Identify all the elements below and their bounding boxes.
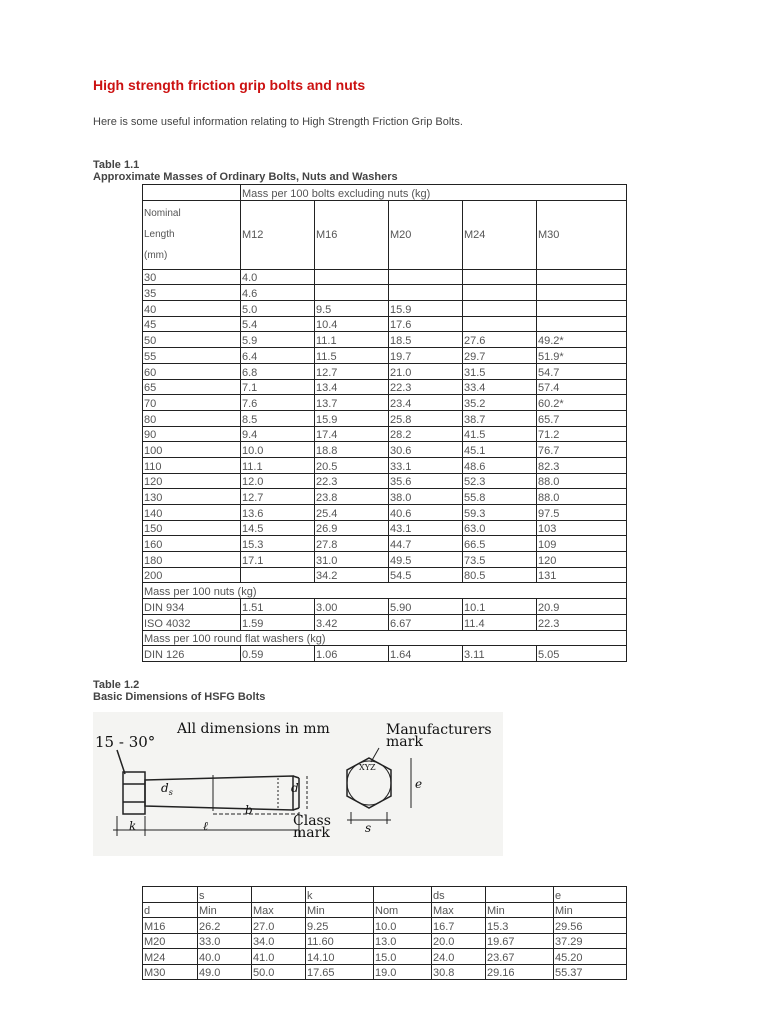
table-row [143, 536, 627, 552]
xyz-mark: XYZ [359, 763, 376, 772]
mass-cell: 4.0 [241, 269, 315, 285]
mass-cell [315, 285, 389, 301]
mass-cell: 59.3 [463, 505, 537, 521]
mass-cell: 40.6 [389, 505, 463, 521]
column-header: M24 [463, 200, 537, 269]
mass-cell: 33.1 [389, 457, 463, 473]
length-cell: 200 [143, 567, 241, 583]
length-cell: 100 [143, 442, 241, 458]
mass-cell: 88.0 [537, 473, 627, 489]
mass-cell [389, 269, 463, 285]
table-row [143, 410, 627, 426]
bolt-diagram [93, 712, 503, 856]
mass-cell: 15.9 [315, 410, 389, 426]
dimension-cell: 10.0 [374, 918, 432, 934]
length-cell: 55 [143, 348, 241, 364]
mass-cell: 12.7 [315, 363, 389, 379]
mass-cell: 49.5 [389, 552, 463, 568]
nuts-section-header: Mass per 100 nuts (kg) [143, 583, 627, 599]
table1-label: Table 1.1 [93, 159, 140, 171]
length-cell: 160 [143, 536, 241, 552]
dimension-cell: 37.29 [554, 933, 627, 949]
mass-cell: 88.0 [537, 489, 627, 505]
dimension-cell: 23.67 [486, 949, 554, 965]
table-row [143, 646, 627, 662]
mass-cell: 22.3 [537, 614, 627, 630]
table-row [143, 363, 627, 379]
length-cell: 140 [143, 505, 241, 521]
mass-cell: 19.7 [389, 348, 463, 364]
mass-cell: 38.7 [463, 410, 537, 426]
mass-cell: 26.9 [315, 520, 389, 536]
standard-cell: DIN 126 [143, 646, 241, 662]
dimension-cell: 19.67 [486, 933, 554, 949]
dimension-cell: 26.2 [198, 918, 252, 934]
mass-cell: 1.51 [241, 599, 315, 615]
class-mark-label: Class [293, 813, 331, 829]
mass-cell: 28.2 [389, 426, 463, 442]
mass-cell: 23.8 [315, 489, 389, 505]
column-subheader: Min [554, 902, 627, 918]
mass-cell [537, 269, 627, 285]
mass-cell: 4.6 [241, 285, 315, 301]
column-subheader: Min [306, 902, 374, 918]
table-row [143, 395, 627, 411]
column-subheader: Max [432, 902, 486, 918]
length-cell: 80 [143, 410, 241, 426]
subheader-row [143, 902, 627, 918]
dimension-cell: 15.0 [374, 949, 432, 965]
dimension-cell: 13.0 [374, 933, 432, 949]
mass-cell [537, 285, 627, 301]
table-row [143, 316, 627, 332]
mass-cell: 34.2 [315, 567, 389, 583]
mass-cell: 5.4 [241, 316, 315, 332]
mass-cell: 11.4 [463, 614, 537, 630]
column-header [143, 887, 198, 903]
mass-cell: 8.5 [241, 410, 315, 426]
manufacturers-label: Manufacturers [386, 722, 492, 738]
mass-cell [463, 301, 537, 317]
mass-cell: 41.5 [463, 426, 537, 442]
mass-cell: 54.5 [389, 567, 463, 583]
mass-cell: 33.4 [463, 379, 537, 395]
mass-cell: 13.7 [315, 395, 389, 411]
mass-cell: 1.06 [315, 646, 389, 662]
dimension-cell: 11.60 [306, 933, 374, 949]
mass-cell: 12.0 [241, 473, 315, 489]
table-row [143, 457, 627, 473]
length-cell: 90 [143, 426, 241, 442]
mass-cell: 20.5 [315, 457, 389, 473]
mass-cell: 7.1 [241, 379, 315, 395]
table2-label: Table 1.2 [93, 679, 140, 691]
length-cell: 130 [143, 489, 241, 505]
dimension-cell: 41.0 [252, 949, 306, 965]
column-subheader: Min [486, 902, 554, 918]
dims-note: All dimensions in mm [177, 721, 330, 737]
mass-cell: 9.5 [315, 301, 389, 317]
manufacturers-label-2: mark [386, 734, 423, 750]
mass-cell: 10.1 [463, 599, 537, 615]
table-row [143, 426, 627, 442]
mass-cell: 17.6 [389, 316, 463, 332]
angle-label: 15 - 30° [95, 733, 156, 751]
table-row [143, 285, 627, 301]
mass-cell: 31.5 [463, 363, 537, 379]
bolt-dimensions-table [142, 886, 627, 980]
dimension-cell: 19.0 [374, 964, 432, 980]
length-cell: 50 [143, 332, 241, 348]
mass-cell: 25.8 [389, 410, 463, 426]
mass-cell [537, 316, 627, 332]
mass-cell: 63.0 [463, 520, 537, 536]
table-row [143, 301, 627, 317]
mass-cell: 109 [537, 536, 627, 552]
column-header: M16 [315, 200, 389, 269]
dimension-cell: 34.0 [252, 933, 306, 949]
dimension-cell: 55.37 [554, 964, 627, 980]
d-label: d [291, 781, 299, 795]
mass-cell: 22.3 [389, 379, 463, 395]
length-cell: 70 [143, 395, 241, 411]
dimension-cell: 33.0 [198, 933, 252, 949]
mass-cell: 3.11 [463, 646, 537, 662]
mass-cell: 15.9 [389, 301, 463, 317]
mass-cell: 9.4 [241, 426, 315, 442]
table-row [143, 348, 627, 364]
mass-cell: 48.6 [463, 457, 537, 473]
table-row [143, 933, 627, 949]
column-header: e [554, 887, 627, 903]
dimension-cell: 9.25 [306, 918, 374, 934]
table2-caption: Basic Dimensions of HSFG Bolts [93, 691, 266, 703]
mass-cell [463, 316, 537, 332]
size-cell: M30 [143, 964, 198, 980]
size-cell: M16 [143, 918, 198, 934]
mass-cell: 49.2* [537, 332, 627, 348]
mass-cell: 3.42 [315, 614, 389, 630]
section-header-row [143, 630, 627, 646]
mass-cell: 71.2 [537, 426, 627, 442]
mass-cell [389, 285, 463, 301]
mass-cell: 76.7 [537, 442, 627, 458]
length-cell: 40 [143, 301, 241, 317]
mass-cell: 35.2 [463, 395, 537, 411]
nominal-line: Length [144, 228, 175, 240]
mass-cell: 51.9* [537, 348, 627, 364]
class-mark-label-2: mark [293, 825, 330, 841]
mass-cell: 23.4 [389, 395, 463, 411]
mass-cell: 12.7 [241, 489, 315, 505]
mass-cell: 0.59 [241, 646, 315, 662]
bolt-side-view [113, 750, 307, 836]
column-subheader: Max [252, 902, 306, 918]
s-label: s [365, 821, 372, 835]
mass-cell: 20.9 [537, 599, 627, 615]
nominal-length-header [143, 200, 241, 269]
table-row [143, 614, 627, 630]
mass-cell: 6.4 [241, 348, 315, 364]
table-row [143, 520, 627, 536]
column-header: M30 [537, 200, 627, 269]
mass-cell: 21.0 [389, 363, 463, 379]
washers-section-header: Mass per 100 round flat washers (kg) [143, 630, 627, 646]
standard-cell: ISO 4032 [143, 614, 241, 630]
mass-cell: 103 [537, 520, 627, 536]
length-cell: 65 [143, 379, 241, 395]
mass-cell: 3.00 [315, 599, 389, 615]
nominal-line: Nominal [144, 207, 181, 219]
mass-cell: 27.8 [315, 536, 389, 552]
b-label: b [245, 803, 253, 817]
table-row [143, 552, 627, 568]
mass-cell: 5.0 [241, 301, 315, 317]
mass-cell: 55.8 [463, 489, 537, 505]
mass-cell: 57.4 [537, 379, 627, 395]
length-cell: 60 [143, 363, 241, 379]
length-cell: 30 [143, 269, 241, 285]
mass-cell: 97.5 [537, 505, 627, 521]
mass-cell [463, 285, 537, 301]
mass-cell: 11.1 [315, 332, 389, 348]
mass-cell: 10.4 [315, 316, 389, 332]
mass-cell: 6.67 [389, 614, 463, 630]
table-row [143, 473, 627, 489]
mass-cell: 30.6 [389, 442, 463, 458]
column-subheader: d [143, 902, 198, 918]
dimension-cell: 20.0 [432, 933, 486, 949]
mass-cell: 60.2* [537, 395, 627, 411]
mass-cell: 52.3 [463, 473, 537, 489]
mass-cell: 1.59 [241, 614, 315, 630]
mass-cell: 120 [537, 552, 627, 568]
length-cell: 180 [143, 552, 241, 568]
mass-cell: 80.5 [463, 567, 537, 583]
mass-cell: 65.7 [537, 410, 627, 426]
dimension-cell: 14.10 [306, 949, 374, 965]
dimension-cell: 24.0 [432, 949, 486, 965]
mass-cell [241, 567, 315, 583]
column-header [252, 887, 306, 903]
nominal-line: (mm) [144, 249, 168, 261]
table-row [143, 505, 627, 521]
mass-cell: 29.7 [463, 348, 537, 364]
dimension-cell: 49.0 [198, 964, 252, 980]
mass-cell: 82.3 [537, 457, 627, 473]
standard-cell: DIN 934 [143, 599, 241, 615]
table-row [143, 379, 627, 395]
page-title: High strength friction grip bolts and nuts [93, 77, 366, 93]
dimension-cell: 29.16 [486, 964, 554, 980]
table-row [143, 599, 627, 615]
mass-cell: 18.8 [315, 442, 389, 458]
e-label: e [415, 777, 423, 791]
mass-cell: 7.6 [241, 395, 315, 411]
mass-cell [537, 301, 627, 317]
mass-cell: 17.4 [315, 426, 389, 442]
length-cell: 120 [143, 473, 241, 489]
mass-cell: 38.0 [389, 489, 463, 505]
intro-text: Here is some useful information relating to High Strength Friction Grip Bolts. [93, 116, 463, 128]
mass-cell: 14.5 [241, 520, 315, 536]
table-row [143, 442, 627, 458]
mass-cell: 44.7 [389, 536, 463, 552]
dimension-cell: 40.0 [198, 949, 252, 965]
mass-cell [463, 269, 537, 285]
l-label: ℓ [203, 819, 208, 833]
column-header: s [198, 887, 252, 903]
mass-cell: 13.6 [241, 505, 315, 521]
mass-cell [315, 269, 389, 285]
table-row [143, 269, 627, 285]
hex-end-view [347, 748, 411, 824]
mass-cell: 35.6 [389, 473, 463, 489]
column-header [486, 887, 554, 903]
mass-cell: 66.5 [463, 536, 537, 552]
bolt-mass-table [142, 184, 627, 662]
mass-cell: 5.05 [537, 646, 627, 662]
length-cell: 110 [143, 457, 241, 473]
mass-cell: 17.1 [241, 552, 315, 568]
size-cell: M24 [143, 949, 198, 965]
dimension-cell: 17.65 [306, 964, 374, 980]
table-row [143, 332, 627, 348]
mass-cell: 6.8 [241, 363, 315, 379]
mass-cell: 15.3 [241, 536, 315, 552]
table-row [143, 567, 627, 583]
mass-cell: 5.9 [241, 332, 315, 348]
dimension-cell: 50.0 [252, 964, 306, 980]
dimension-cell: 30.8 [432, 964, 486, 980]
table-row [143, 489, 627, 505]
column-header: M20 [389, 200, 463, 269]
mass-cell: 11.5 [315, 348, 389, 364]
length-cell: 150 [143, 520, 241, 536]
group-header: Mass per 100 bolts excluding nuts (kg) [241, 185, 627, 201]
k-label: k [129, 819, 137, 833]
mass-cell: 131 [537, 567, 627, 583]
corner-cell [143, 185, 241, 201]
dimension-cell: 45.20 [554, 949, 627, 965]
column-header: ds [432, 887, 486, 903]
column-subheader: Min [198, 902, 252, 918]
dimension-cell: 27.0 [252, 918, 306, 934]
mass-cell: 43.1 [389, 520, 463, 536]
size-cell: M20 [143, 933, 198, 949]
column-subheader: Nom [374, 902, 432, 918]
length-cell: 35 [143, 285, 241, 301]
table-row [143, 964, 627, 980]
dimension-cell: 16.7 [432, 918, 486, 934]
column-header: M12 [241, 200, 315, 269]
mass-cell: 45.1 [463, 442, 537, 458]
ds-label: $d_s$ [161, 781, 173, 797]
mass-cell: 18.5 [389, 332, 463, 348]
table-row [143, 918, 627, 934]
mass-cell: 73.5 [463, 552, 537, 568]
mass-cell: 27.6 [463, 332, 537, 348]
mass-cell: 5.90 [389, 599, 463, 615]
mass-cell: 1.64 [389, 646, 463, 662]
mass-cell: 31.0 [315, 552, 389, 568]
dimension-cell: 29.56 [554, 918, 627, 934]
column-header [374, 887, 432, 903]
mass-cell: 13.4 [315, 379, 389, 395]
header-row [143, 887, 627, 903]
mass-cell: 11.1 [241, 457, 315, 473]
dimension-cell: 15.3 [486, 918, 554, 934]
table1-caption: Approximate Masses of Ordinary Bolts, Nuts and Washers [93, 171, 398, 183]
length-cell: 45 [143, 316, 241, 332]
table-row [143, 949, 627, 965]
mass-cell: 25.4 [315, 505, 389, 521]
mass-cell: 54.7 [537, 363, 627, 379]
mass-cell: 10.0 [241, 442, 315, 458]
column-header: k [306, 887, 374, 903]
section-header-row [143, 583, 627, 599]
mass-cell: 22.3 [315, 473, 389, 489]
